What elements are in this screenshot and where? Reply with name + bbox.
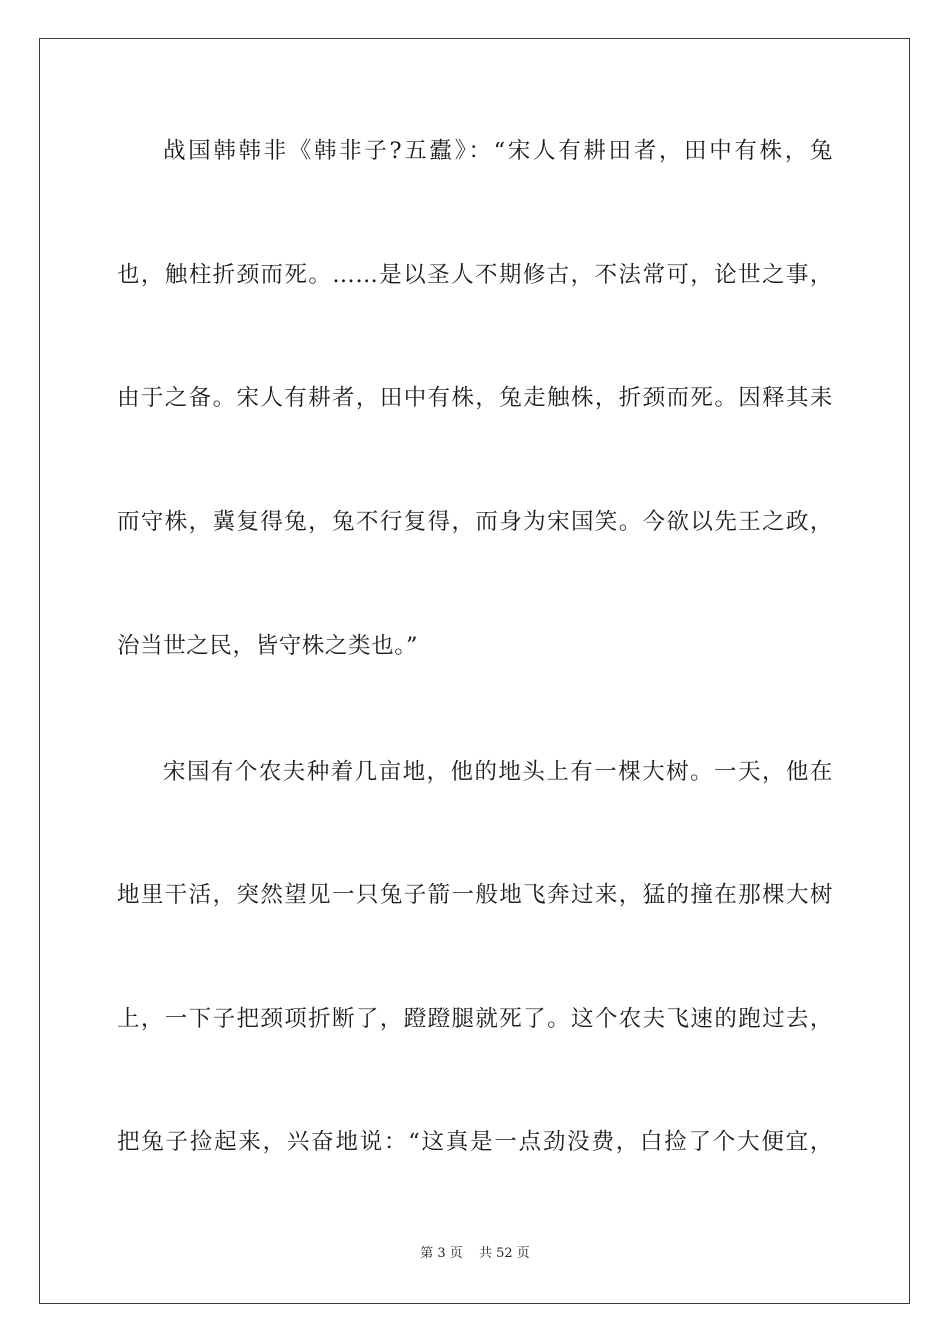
- page-border: [39, 38, 910, 1304]
- paragraph-1-line-4: 而守株，冀复得兔，兔不行复得，而身为宋国笑。今欲以先王之政，: [117, 509, 833, 535]
- paragraph-2-line-4: 把兔子捡起来，兴奋地说：“这真是一点劲没费，白捡了个大便宜，: [117, 1129, 833, 1155]
- paragraph-1-line-2: 也，触柱折颈而死。……是以圣人不期修古，不法常可，论世之事，: [117, 262, 833, 288]
- paragraph-1-line-5: 治当世之民，皆守株之类也。”: [117, 633, 419, 659]
- page-total: 共 52 页: [478, 1246, 530, 1261]
- paragraph-2-line-3: 上，一下子把颈项折断了，蹬蹬腿就死了。这个农夫飞速的跑过去，: [117, 1006, 833, 1032]
- paragraph-2-line-1: 宋国有个农夫种着几亩地，他的地头上有一棵大树。一天，他在: [163, 759, 833, 785]
- paragraph-1-line-3: 由于之备。宋人有耕者，田中有株，兔走触株，折颈而死。因释其耒: [117, 385, 833, 411]
- page-footer: [0, 1245, 950, 1263]
- page-number: 第 3 页: [420, 1246, 463, 1261]
- paragraph-2-line-2: 地里干活，突然望见一只兔子箭一般地飞奔过来，猛的撞在那棵大树: [117, 882, 833, 908]
- paragraph-1-line-1: 战国韩韩非《韩非子?五蠹》：“宋人有耕田者，田中有株，兔: [163, 138, 833, 164]
